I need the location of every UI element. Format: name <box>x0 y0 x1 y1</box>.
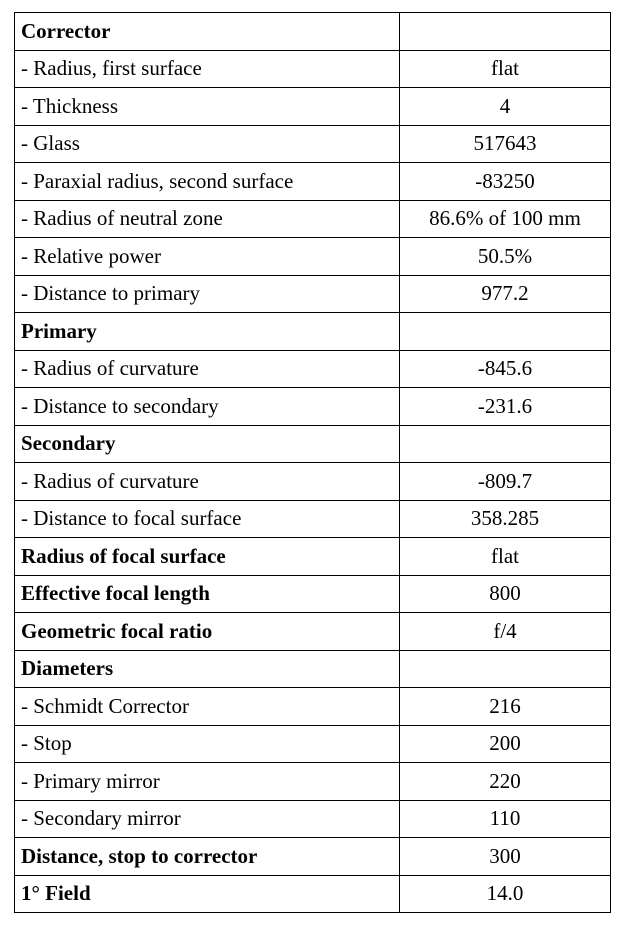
table-row <box>15 238 611 276</box>
row-label: - Stop <box>15 725 400 763</box>
row-value: 517643 <box>400 125 611 163</box>
row-value: flat <box>400 538 611 576</box>
row-value: 800 <box>400 575 611 613</box>
table-row <box>15 163 611 201</box>
table-row <box>15 688 611 726</box>
table-row <box>15 275 611 313</box>
row-value: flat <box>400 50 611 88</box>
table-body <box>15 13 611 913</box>
row-label: Distance, stop to corrector <box>15 838 400 876</box>
row-label: - Schmidt Corrector <box>15 688 400 726</box>
table-row <box>15 388 611 426</box>
table-row <box>15 350 611 388</box>
row-label: - Radius, first surface <box>15 50 400 88</box>
row-value: 86.6% of 100 mm <box>400 200 611 238</box>
row-value: 216 <box>400 688 611 726</box>
table-row <box>15 200 611 238</box>
table-row <box>15 725 611 763</box>
row-label: Geometric focal ratio <box>15 613 400 651</box>
row-label: Effective focal length <box>15 575 400 613</box>
row-label: - Relative power <box>15 238 400 276</box>
table-row <box>15 838 611 876</box>
row-label: - Radius of curvature <box>15 463 400 501</box>
table-row-primary-header <box>15 313 611 351</box>
row-label: Secondary <box>15 425 400 463</box>
row-value: 14.0 <box>400 875 611 913</box>
table-row <box>15 463 611 501</box>
row-value: -231.6 <box>400 388 611 426</box>
table-row <box>15 538 611 576</box>
row-label: Radius of focal surface <box>15 538 400 576</box>
table-row <box>15 88 611 126</box>
table-row-secondary-header <box>15 425 611 463</box>
table-row <box>15 50 611 88</box>
row-value: -809.7 <box>400 463 611 501</box>
row-value: 220 <box>400 763 611 801</box>
row-label: - Paraxial radius, second surface <box>15 163 400 201</box>
row-label: - Radius of neutral zone <box>15 200 400 238</box>
row-value: -845.6 <box>400 350 611 388</box>
row-value <box>400 425 611 463</box>
row-label: 1° Field <box>15 875 400 913</box>
row-label: - Distance to secondary <box>15 388 400 426</box>
row-value: 200 <box>400 725 611 763</box>
row-value: 300 <box>400 838 611 876</box>
row-value: -83250 <box>400 163 611 201</box>
row-value <box>400 13 611 51</box>
row-value: 977.2 <box>400 275 611 313</box>
row-label: - Glass <box>15 125 400 163</box>
table-row-corrector-header <box>15 13 611 51</box>
table-row <box>15 125 611 163</box>
row-label: - Distance to focal surface <box>15 500 400 538</box>
table-row <box>15 800 611 838</box>
row-value: 358.285 <box>400 500 611 538</box>
row-label: - Radius of curvature <box>15 350 400 388</box>
row-label: - Primary mirror <box>15 763 400 801</box>
table-row <box>15 500 611 538</box>
table-row-diameters-header <box>15 650 611 688</box>
design-parameters-table <box>14 12 611 913</box>
row-value: 4 <box>400 88 611 126</box>
row-label: Diameters <box>15 650 400 688</box>
table-row <box>15 613 611 651</box>
row-label: Primary <box>15 313 400 351</box>
row-value <box>400 650 611 688</box>
table-row <box>15 875 611 913</box>
row-value: f/4 <box>400 613 611 651</box>
row-value <box>400 313 611 351</box>
table-row <box>15 575 611 613</box>
row-label: - Thickness <box>15 88 400 126</box>
row-label: - Secondary mirror <box>15 800 400 838</box>
row-value: 50.5% <box>400 238 611 276</box>
row-value: 110 <box>400 800 611 838</box>
table-row <box>15 763 611 801</box>
row-label: - Distance to primary <box>15 275 400 313</box>
row-label: Corrector <box>15 13 400 51</box>
